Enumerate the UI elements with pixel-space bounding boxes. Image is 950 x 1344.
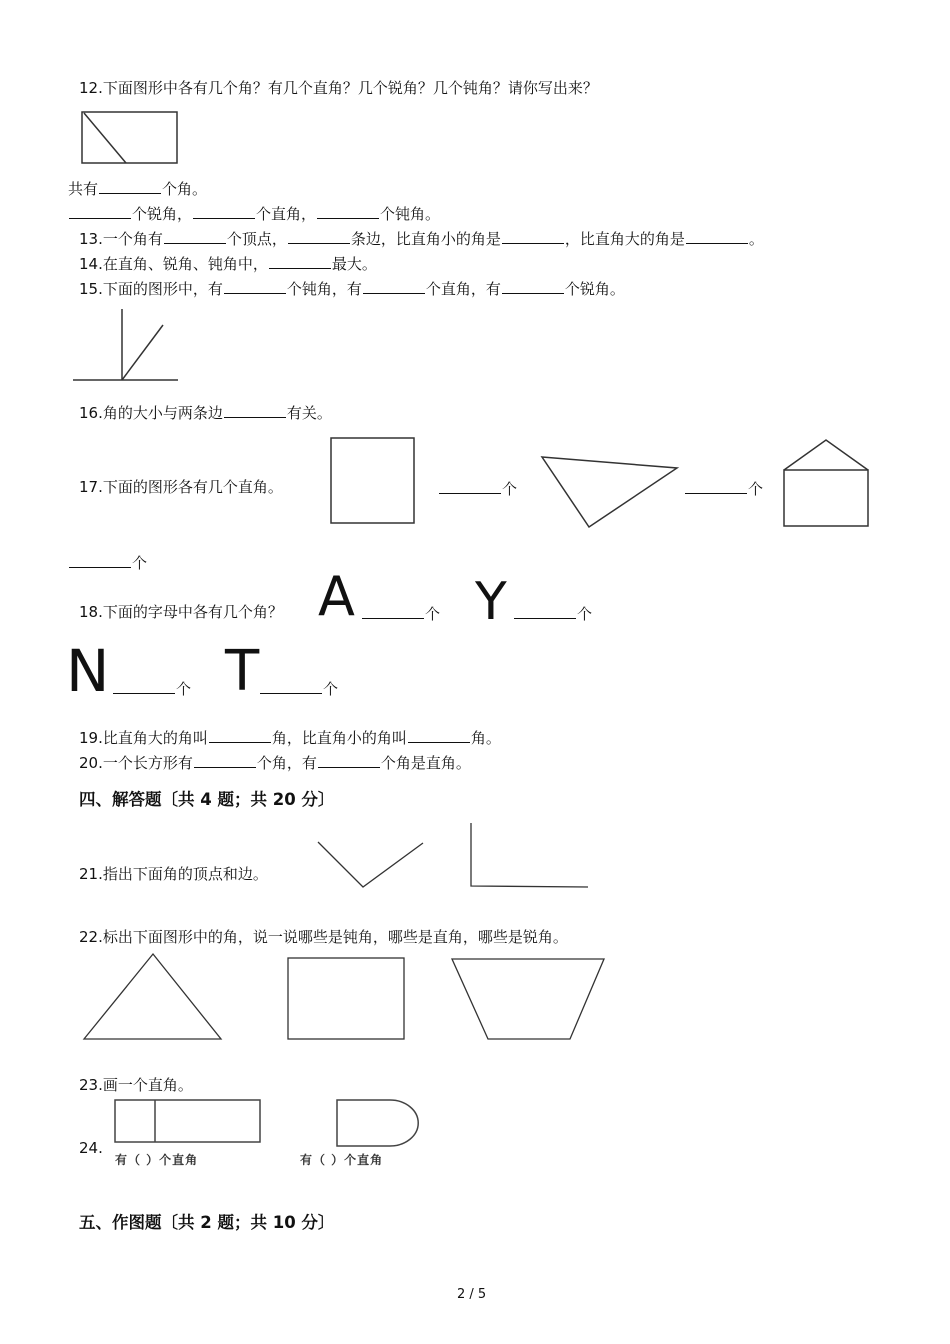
q13: 13.一个角有 个顶点， 条边，比直角小的角是 ，比直角大的角是 。 — [79, 230, 764, 248]
answer-blank[interactable] — [69, 203, 131, 219]
q18-answer-y: 个 — [513, 603, 592, 624]
answer-blank[interactable] — [99, 178, 161, 194]
q17-answer-1: 个 — [438, 478, 517, 499]
answer-blank[interactable] — [317, 203, 379, 219]
q12-line2: 个锐角， 个直角， 个钝角。 — [68, 203, 440, 224]
answer-blank[interactable] — [318, 752, 380, 768]
q24-d-shape-figure — [337, 1100, 418, 1146]
answer-blank[interactable] — [439, 478, 501, 494]
q20: 20.一个长方形有 个角，有 个角是直角。 — [79, 754, 471, 772]
q17-prompt: 17.下面的图形各有几个直角。 — [79, 478, 283, 496]
answer-blank[interactable] — [269, 253, 331, 269]
q22-triangle-figure — [84, 954, 221, 1039]
letter-y-figure: Y — [475, 572, 507, 632]
q14: 14.在直角、锐角、钝角中， 最大。 — [79, 255, 377, 273]
q18-answer-t: 个 — [259, 678, 338, 699]
q24-caption-2: 有（ ）个直角 — [300, 1153, 384, 1167]
answer-blank[interactable] — [288, 228, 350, 244]
q18-answer-n: 个 — [112, 678, 191, 699]
answer-blank[interactable] — [502, 278, 564, 294]
q18-prompt: 18.下面的字母中各有几个角？ — [79, 603, 283, 621]
section-4-heading: 四、解答题〔共 4 题；共 20 分〕 — [79, 790, 335, 809]
answer-blank[interactable] — [69, 552, 131, 568]
answer-blank[interactable] — [514, 603, 576, 619]
q18-answer-a: 个 — [361, 603, 440, 624]
answer-blank[interactable] — [209, 727, 271, 743]
q21-v-angle-figure — [318, 842, 423, 887]
q12-prompt: 12.下面图形中各有几个角？有几个直角？几个锐角？几个钝角？请你写出来？ — [79, 79, 598, 97]
q22-rectangle-figure — [288, 958, 404, 1039]
answer-blank[interactable] — [164, 228, 226, 244]
q16: 16.角的大小与两条边 有关。 — [79, 404, 332, 422]
section-5-heading: 五、作图题〔共 2 题；共 10 分〕 — [79, 1213, 335, 1232]
answer-blank[interactable] — [502, 228, 564, 244]
q17-answer-3: 个 — [68, 552, 147, 573]
page-number: 2 / 5 — [457, 1287, 487, 1302]
answer-blank[interactable] — [686, 228, 748, 244]
q22-trapezoid-figure — [452, 959, 604, 1039]
q15: 15.下面的图形中，有 个钝角，有 个直角，有 个锐角。 — [79, 280, 625, 298]
q23-prompt: 23.画一个直角。 — [79, 1076, 193, 1094]
q17-square-figure — [331, 438, 414, 523]
answer-blank[interactable] — [363, 278, 425, 294]
q21-l-angle-figure — [471, 823, 588, 887]
answer-blank[interactable] — [224, 402, 286, 418]
q15-angle-figure — [73, 309, 178, 380]
q17-triangle-figure — [542, 457, 677, 527]
answer-blank[interactable] — [194, 752, 256, 768]
q12-rectangle-figure — [82, 112, 177, 163]
answer-blank[interactable] — [408, 727, 470, 743]
q24-label: 24. — [79, 1139, 103, 1157]
answer-blank[interactable] — [113, 678, 175, 694]
answer-blank[interactable] — [260, 678, 322, 694]
answer-blank[interactable] — [685, 478, 747, 494]
q21-prompt: 21.指出下面角的顶点和边。 — [79, 865, 268, 883]
letter-t-figure: T — [225, 639, 260, 704]
q22-prompt: 22.标出下面图形中的角，说一说哪些是钝角，哪些是直角，哪些是锐角。 — [79, 928, 568, 946]
answer-blank[interactable] — [193, 203, 255, 219]
answer-blank[interactable] — [362, 603, 424, 619]
letter-n-figure: N — [66, 637, 110, 705]
q12-line1: 共有 个角。 — [68, 180, 208, 198]
q17-house-figure — [784, 440, 868, 526]
answer-blank[interactable] — [224, 278, 286, 294]
q24-caption-1: 有（ ）个直角 — [115, 1153, 199, 1167]
q24-rectangle-figure — [115, 1100, 260, 1142]
letter-a-figure: A — [318, 565, 355, 628]
q19: 19.比直角大的角叫 角，比直角小的角叫 角。 — [79, 729, 501, 747]
q17-answer-2: 个 — [684, 478, 763, 499]
